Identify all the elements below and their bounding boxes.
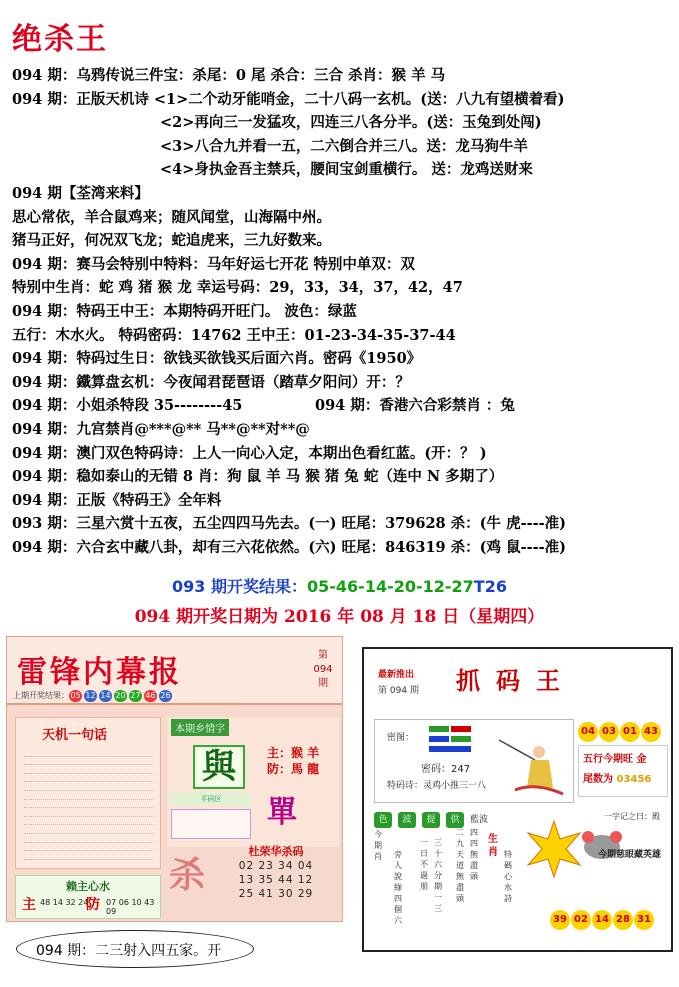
- shengxiao-label: 生肖: [488, 834, 498, 858]
- newspaper-header: [7, 637, 343, 705]
- result-ball: 12: [85, 691, 96, 700]
- prediction-line: 094 期：澳门双色特码诗：上人一向心入定，本期出色看红蓝。(开：？ ): [12, 444, 487, 462]
- prediction-line: 094 期：鐵算盘玄机：今夜闻君琵琶语（踏草夕阳问）开：？: [12, 373, 410, 391]
- result-special: T26: [473, 577, 507, 596]
- fang-numbers: 07 06 10 43 09: [106, 898, 155, 916]
- burst-icon: [524, 819, 584, 879]
- speech-bubble-text: 094 期：二三射入四五家。开: [36, 943, 222, 959]
- strip-char: 色: [374, 812, 392, 828]
- kill-code-title: 杜荣华杀码: [248, 845, 304, 858]
- prediction-line: 094 期：乌鸦传说三件宝：杀尾：0 尾 杀合：三合 杀肖：猴 羊 马: [12, 67, 446, 84]
- yizi-text: 一字记之曰：殿: [604, 812, 660, 821]
- newspaper-leifeng-image: [6, 636, 343, 922]
- xinshui-box: [15, 875, 161, 919]
- lucky-ball: 43: [641, 722, 661, 742]
- lucky-ball: 14: [592, 910, 612, 930]
- newspaper-issue: 第 094 期: [313, 650, 333, 689]
- lucky-ball: 01: [620, 722, 640, 742]
- result-numbers: 05-46-14-20-12-27: [307, 577, 474, 596]
- fisherman-icon: [495, 730, 569, 800]
- tianji-box: [15, 717, 161, 869]
- shengxiao-hint: 特碼心水詩: [504, 850, 512, 903]
- xinshui-box-title: 赖主心水: [66, 880, 110, 893]
- prediction-line: 思心常依，羊合鼠鸡来；随风闻堂，山海隔中州。: [12, 208, 331, 226]
- prediction-line: <2>再向三一发猛攻，四连三八各分半。(送：玉兔到处闯): [160, 114, 542, 132]
- mitu-box: [374, 719, 574, 803]
- zhu-label: 主: [22, 897, 36, 913]
- strip-char: 供: [446, 812, 464, 828]
- xiangqing-tag: 本期乡情字: [171, 719, 229, 736]
- prediction-line: 094 期：小姐杀特段 35--------45 094 期：香港六合彩禁肖 ：兔: [12, 397, 515, 415]
- dan-char: 單: [267, 795, 297, 830]
- last-draw-result: [0, 574, 679, 597]
- lucky-ball: 39: [550, 910, 570, 930]
- zhu-fang-text: 主：猴 羊 防：馬 龍: [267, 746, 320, 776]
- prediction-line: 094 期：赛马会特别中特料：马年好运七开花 特别中单双：双: [12, 255, 415, 273]
- result-ball: 05: [70, 691, 81, 700]
- strip-tail: 藍波: [470, 815, 489, 825]
- jinqi-text: 今期慈眼藏英雄: [598, 850, 662, 860]
- lucky-ball: 28: [613, 910, 633, 930]
- xiangqing-char: 與: [193, 745, 245, 789]
- result-ball: 26: [160, 691, 171, 700]
- prediction-line: <3>八合九并看一五，二六倒合并三八。送：龙马狗牛羊: [160, 137, 528, 155]
- tema-poem: 特码诗：灵鸡小推三一八: [387, 781, 487, 791]
- prediction-line: <4>身执金吾主禁兵，腰间宝剑重横行。 送：龙鸡送财来: [160, 161, 533, 179]
- lucky-ball: 31: [634, 910, 654, 930]
- prediction-line: 094 期：正版天机诗 <1>二个动牙能哨金，二十八码一玄机。(送：八九有望横着看): [12, 90, 565, 108]
- xiangqing-box: [167, 717, 339, 847]
- newspaper-title: 雷锋内幕报: [17, 655, 182, 690]
- result-ball: 20: [115, 691, 126, 700]
- bottom-balls: [550, 907, 673, 930]
- wuxing-box: 五行今期旺 金 尾数为 03456: [578, 745, 668, 797]
- prediction-line: 093 期：三星六赏十五夜，五尘四四马先去。(一) 旺尾：379628 杀：(牛 虎----准): [12, 515, 567, 533]
- result-ball: 46: [145, 691, 156, 700]
- sha-char: 杀: [169, 854, 206, 896]
- prediction-line: 094 期【荃湾来料】: [12, 184, 149, 202]
- newspaper-zhuamawang-image: [362, 647, 673, 952]
- kill-code-row: 13 35 44 12: [238, 874, 314, 886]
- mitu-label: 密图：: [387, 733, 415, 743]
- pingma-band: 平码区: [171, 793, 251, 805]
- kill-code-row: 02 23 34 04: [238, 860, 314, 872]
- lucky-ball: 02: [571, 910, 591, 930]
- lucky-ball: 04: [578, 722, 598, 742]
- prediction-line: 094 期：六合玄中藏八卦，却有三六花依然。(六) 旺尾：846319 杀：(鸡 鼠----准): [12, 538, 567, 556]
- strip-char: 波: [398, 812, 416, 828]
- fang-label: 防: [86, 897, 100, 913]
- kill-code-row: 25 41 30 29: [238, 888, 314, 900]
- prediction-line: 094 期：特码过生日：欲钱买欲钱买后面六肖。密码《1950》: [12, 350, 422, 368]
- logo-icon: [429, 724, 473, 754]
- prediction-line: 五行：木水火。 特码密码：14762 王中王：01-23-34-35-37-44: [12, 326, 456, 344]
- result-ball: 27: [130, 691, 141, 700]
- draw-date: 094 期开奖日期为 2016 年 08 月 18 日（星期四）: [134, 607, 545, 627]
- kill-code-box: [217, 843, 335, 915]
- prediction-line: 特别中生肖：蛇 鸡 猪 猴 龙 幸运号码：29，33，34，37，42，47: [12, 279, 463, 297]
- result-prefix: 093 期开奖结果：: [172, 577, 307, 596]
- vertical-poem-columns: 今期肖 旁人說綠四個六 一日不過朋 三十六分期一三 二九天道無盡頭 四四無盡頭: [374, 828, 478, 925]
- prediction-lines: [12, 64, 672, 559]
- pingma-grid: [171, 809, 251, 839]
- strip-char: 提: [422, 812, 440, 828]
- newspaper-last-results: 上期开奖结果：05 12 14 20 27 46 26: [13, 691, 171, 700]
- prediction-line: 094 期：正版《特码王》全年料: [12, 491, 222, 509]
- prediction-line: 094 期：特码王中王：本期特码开旺门。 波色：绿蓝: [12, 302, 357, 320]
- result-ball: 14: [100, 691, 111, 700]
- prediction-line: 猪马正好，何况双飞龙；蛇追虎来，三九好数来。: [12, 232, 331, 250]
- right-issue: 第 094 期: [378, 686, 419, 696]
- tianji-box-title: 天机一句话: [42, 728, 108, 743]
- mima-code: 密码：247: [421, 764, 471, 775]
- top-balls: [578, 719, 670, 742]
- lucky-ball: 03: [599, 722, 619, 742]
- right-title: 抓码王: [456, 667, 576, 695]
- page-title: 绝杀王: [12, 22, 108, 57]
- color-strip: [374, 807, 514, 823]
- prediction-line: 094 期：九宫禁肖@***@** 马**@**对**@: [12, 420, 310, 438]
- zhu-numbers: 48 14 32 24: [40, 898, 89, 907]
- new-release-label: 最新推出: [378, 670, 415, 680]
- prediction-line: 094 期：稳如泰山的无错 8 肖：狗 鼠 羊 马 猴 猪 兔 蛇（连中 N 多期了）: [12, 468, 504, 486]
